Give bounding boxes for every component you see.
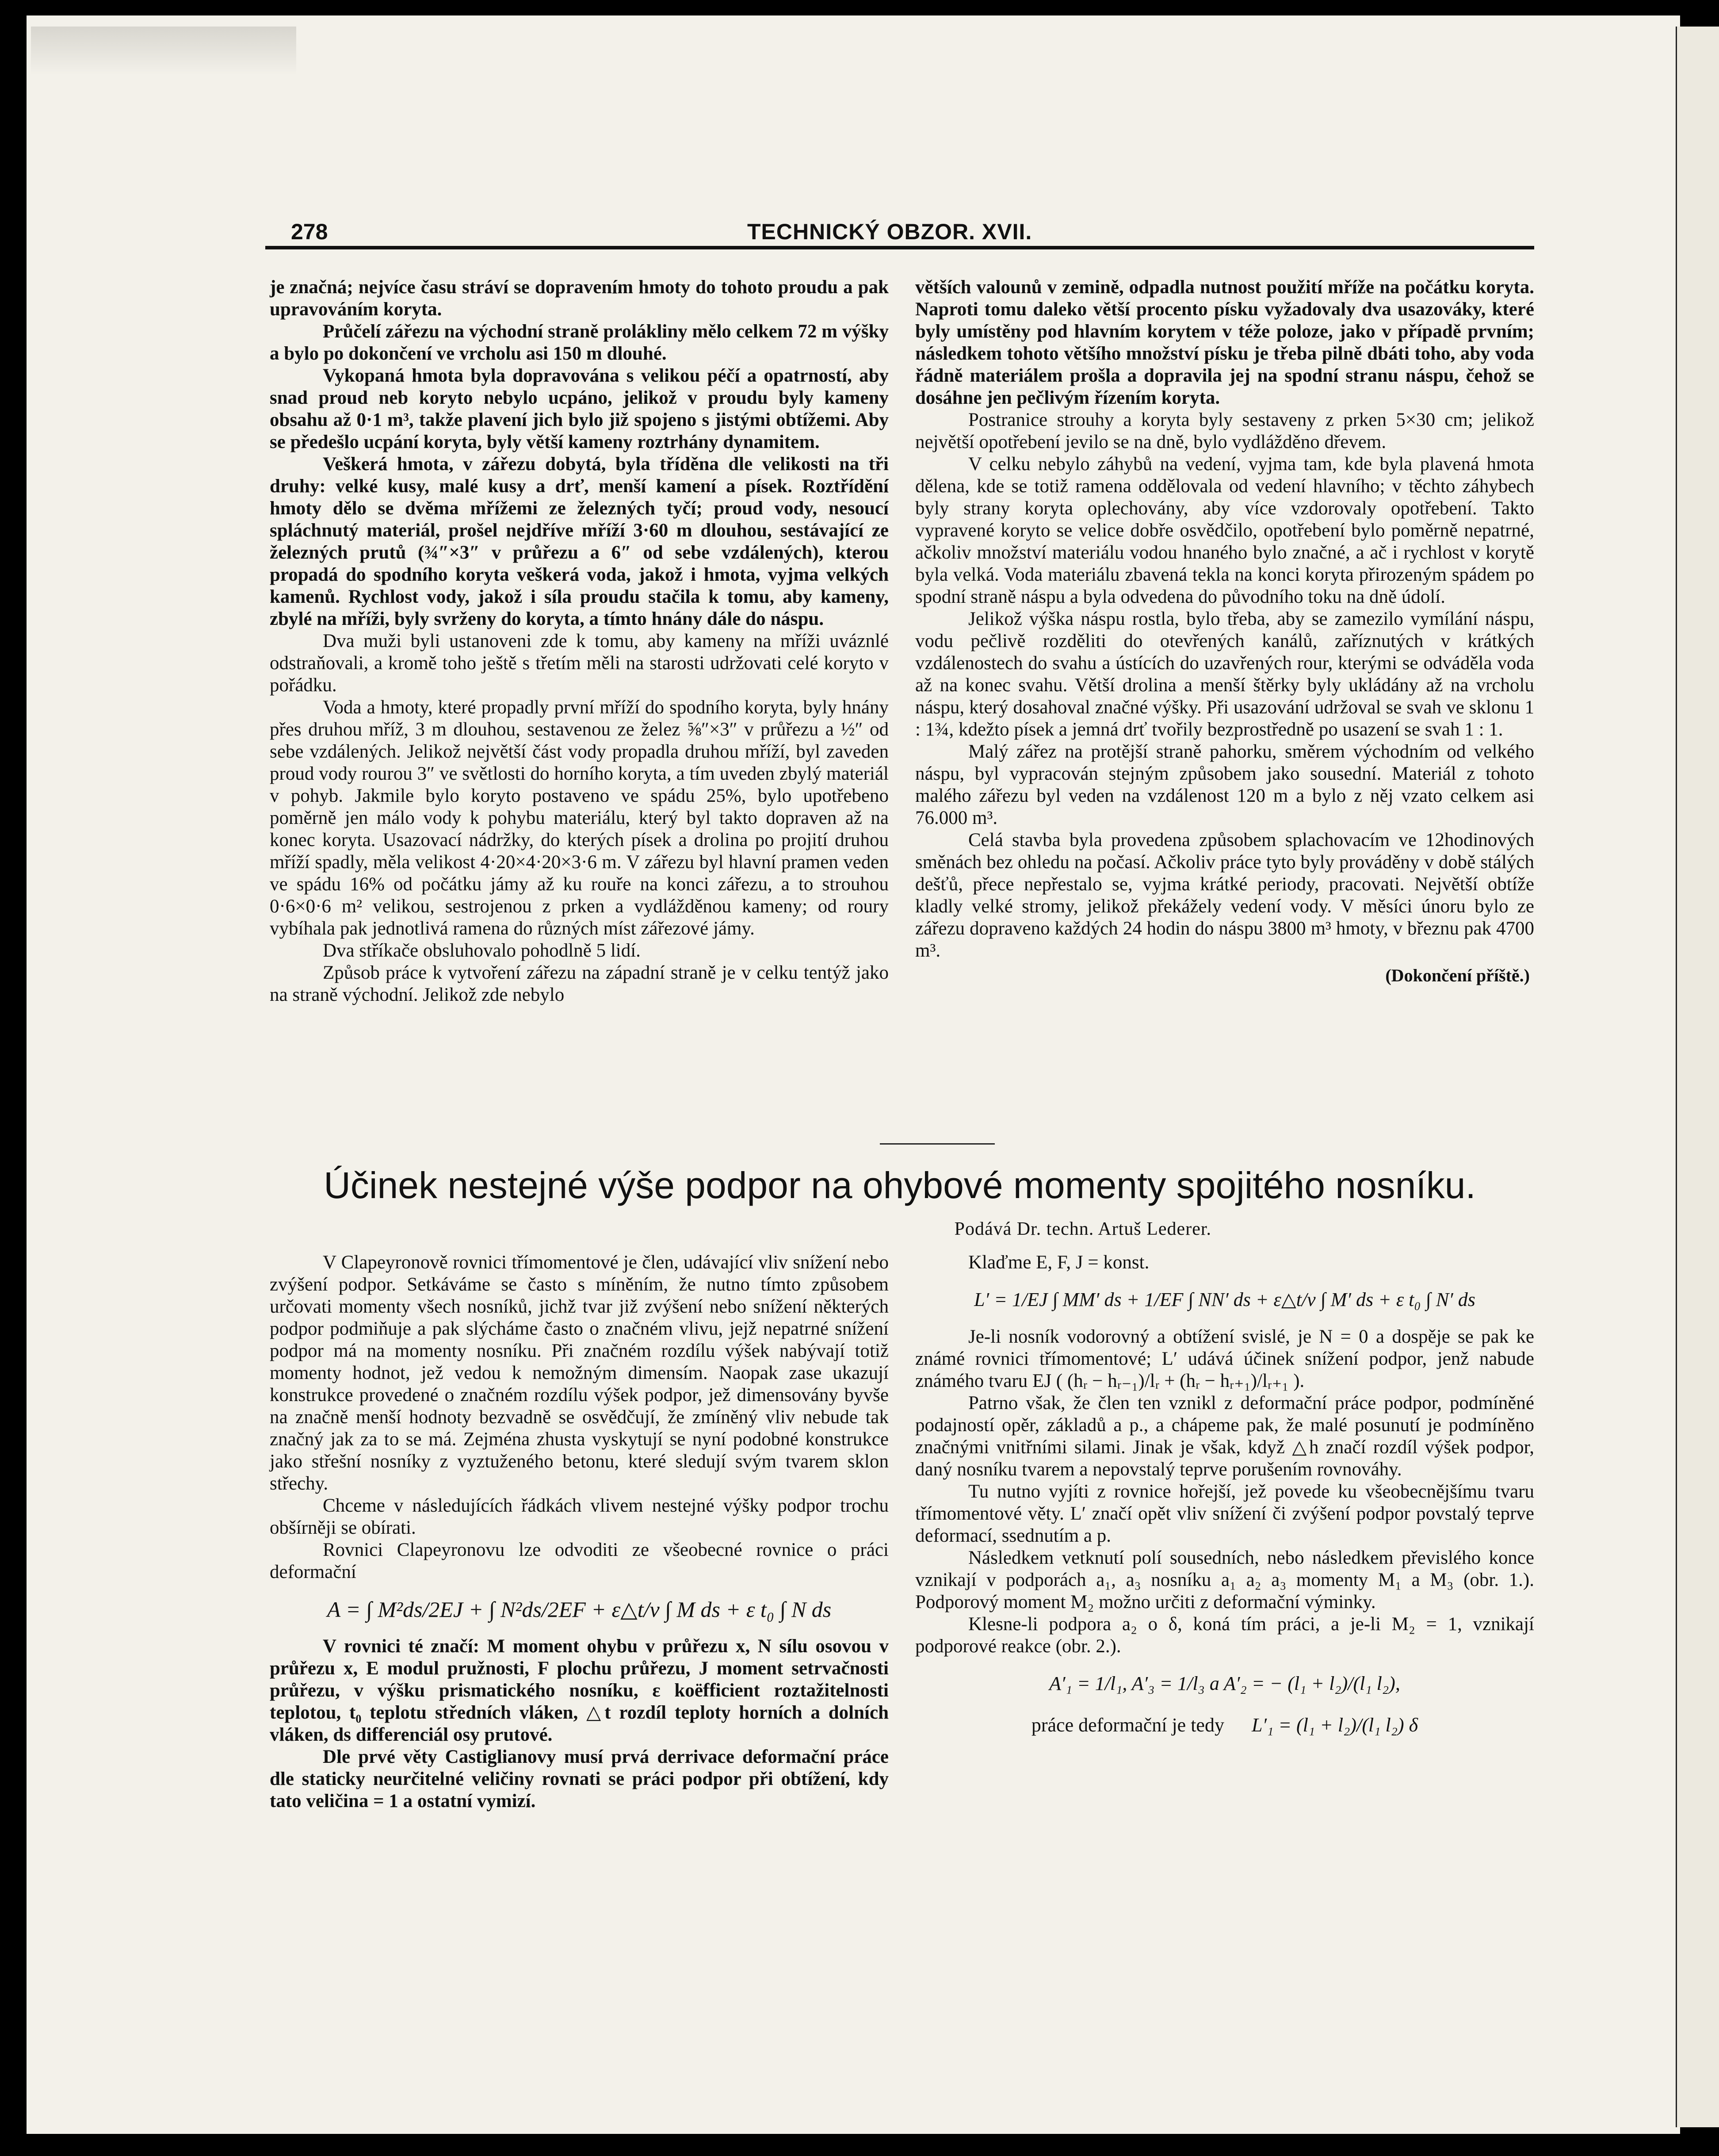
article-title: Účinek nestejné výše podpor na ohybové momenty spojitého nosníku.	[324, 1164, 1476, 1206]
scan-shadow	[31, 27, 296, 75]
formula-deformation-work: L′ = 1/EJ ∫ MM′ ds + 1/EF ∫ NN′ ds + ε△t/v ∫ M′ ds + ε t₀ ∫ N′ ds	[974, 1289, 1475, 1310]
running-header	[265, 219, 1534, 246]
article1-right-column	[915, 276, 1534, 987]
article2-right-column	[915, 1252, 1534, 1751]
formula-support-reactions: A′₁ = 1/l₁, A′₃ = 1/l₃ a A′₂ = − (l₁ + l₂)/(l₁ l₂),	[1049, 1673, 1400, 1694]
paragraph: Jelikož výška náspu rostla, bylo třeba, aby se zamezilo vymílání náspu, vodu pečlivě rozděliti do otevřených kanálů, zaříznutých v krátkých vzdálenostech do svahu a ústících do uzavřených rour, kterými se odváděla voda až na konec svahu. Větší drolina a menší štěrky byly ukládány až na vrcholu náspu, který dosahoval značné výšky. Při usazování udržoval se svah ve sklonu 1 : 1¾, kdežto písek a jemná drť tvořily bezprostředně po usazení se svah 1 : 1.	[915, 609, 1534, 740]
paragraph: Způsob práce k vytvoření zářezu na západní straně je v celku tentýž jako na straně východní. Jelikož zde nebylo	[270, 962, 889, 1005]
paragraph: Následkem vetknutí polí sousedních, nebo následkem převislého konce vznikají v podporách a₁, a₃ nosníku a₁ a₂ a₃ momenty M₁ a M₃ (obr. 1.). Podporový moment M₂ možno určiti z deformační výminky.	[915, 1547, 1534, 1612]
paragraph: Vykopaná hmota byla dopravována s velikou péčí a opatrností, aby snad proud neb koryto nebylo ucpáno, jelikož v proudu byly kameny obsahu až 0·1 m³, takže plavení jich bylo již spojeno s jistými obtížemi. Aby se předešlo ucpání koryta, byly větší kameny roztrhány dynamitem.	[270, 365, 889, 452]
paragraph: Je-li nosník vodorovný a obtížení svislé, je N = 0 a dospěje se pak ke známé rovnici třímomentové; L′ udává účinek snížení podpor, jenž nabude známého tvaru EJ ( (hᵣ − hᵣ₋₁)/lᵣ + (hᵣ − hᵣ₊₁)/lᵣ₊₁ ).	[915, 1326, 1534, 1391]
paragraph: Dva muži byli ustanoveni zde k tomu, aby kameny na mříži uváznlé odstraňovali, a kromě toho ještě s třetím měli na starosti udržovati celé koryto v pořádku.	[270, 631, 889, 696]
paragraph: Patrno však, že člen ten vznikl z deformační práce podpor, podmíněné podajností opěr, základů a p., a chápeme pak, že malé posunutí je podmíněno značnými vnitřními silami. Jinak je však, když △h značí rozdíl výšek podpor, daný nosníku tvarem a nepovstalý teprve porušením rovnováhy.	[915, 1393, 1534, 1480]
journal-title: TECHNICKÝ OBZOR. XVII.	[747, 219, 1032, 244]
paragraph: Klesne-li podpora a₂ o δ, koná tím práci, a je-li M₂ = 1, vznikají podporové reakce (obr. 2.).	[915, 1614, 1534, 1657]
next-page-edge	[1676, 27, 1719, 2127]
paragraph: Klaďme E, F, J = konst.	[968, 1252, 1150, 1273]
paragraph: Veškerá hmota, v zářezu dobytá, byla tříděna dle velikosti na tři druhy: velké kusy, malé kusy a drť, menší kamení a písek. Roztřídění hmoty dělo se dvěma mřížemi ze železných tyčí; proud vody, nesoucí spláchnutý materiál, prošel nejdříve mříží 3·60 m dlouhou, sestávající ze železných prutů (¾″×3″ v průřezu a 6″ od sebe vzdálených), kterou propadá do spodního koryta veškerá voda, jakož i hmota, vyjma velkých kamenů. Rychlost vody, jakož i síla proudu stačila k tomu, aby kameny, zbylé na mříži, byly svrženy do koryta, a tímto hnány dále do náspu.	[270, 454, 889, 629]
formula-work-equation: A = ∫ M²ds/2EJ + ∫ N²ds/2EF + ε△t/v ∫ M ds + ε t₀ ∫ N ds	[327, 1597, 832, 1622]
paragraph: Chceme v následujících řádkách vlivem nestejné výšky podpor trochu obšírněji se obírati.	[270, 1495, 889, 1538]
paragraph: V rovnici té značí: M moment ohybu v průřezu x, N sílu osovou v průřezu x, E modul pružnosti, F plochu průřezu, J moment setrvačnosti průřezu, v výšku prismatického nosníku, ε koëfficient roztažitelnosti teplotou, t₀ teplotu středních vláken, △t rozdíl teploty horních a dolních vláken, ds differenciál osy prutové.	[270, 1636, 889, 1745]
paragraph: je značná; nejvíce času stráví se dopravením hmoty do tohoto proudu a pak upravováním koryta.	[270, 277, 889, 320]
paragraph: Postranice strouhy a koryta byly sestaveny z prken 5×30 cm; jelikož největší opotřebení jevilo se na dně, bylo vydlážděno dřevem.	[915, 410, 1534, 452]
paragraph: V celku nebylo záhybů na vedení, vyjma tam, kde byla plavená hmota dělena, kde se totiž ramena oddělovala od vedení hlavního; v těchto záhybech byly strany koryta oplechovány, aby více vzdorovaly opotřebení. Takto vypravené koryto se velice dobře osvědčilo, opotřebení bylo poměrně nepatrné, ačkoliv množství materiálu vodou hnaného bylo značné, a ač i rychlost v korytě byla velká. Voda materiálu zbavená tekla na konci koryta přirozeným spádem po spodní straně náspu a byla odvedena do původního toku na dně údolí.	[915, 454, 1534, 607]
paragraph: Celá stavba byla provedena způsobem splachovacím ve 12hodinových směnách bez ohledu na počasí. Ačkoliv práce tyto byly prováděny v době stálých dešťů, přece nepřestalo se, vyjma krátké periody, pracovati. Největší obtíže kladly velké stromy, jelikož překážely vedení vody. V měsíci únoru bylo ze zářezu dopraveno každých 24 hodin do náspu 3800 m³ hmoty, v březnu pak 4700 m³.	[915, 830, 1534, 961]
paragraph: Tu nutno vyjíti z rovnice hořejší, jež povede ku všeobecnějšímu tvaru třímomentové věty. L′ značí opět vliv snížení či zvýšení podpor povstalý teprve deformací, ssednutím a p.	[915, 1481, 1534, 1546]
article2-left-column	[270, 1252, 889, 1812]
article1-left-column	[270, 276, 889, 1006]
header-rule	[265, 246, 1534, 249]
paragraph: V Clapeyronově rovnici třímomentové je člen, udávající vliv snížení nebo zvýšení podpor. Setkáváme se často s míněním, že nutno tímto způsobem určovati momenty všech nosníků, jichž tvar již zvýšení nebo snížení některých podpor podmiňuje a pak slýcháme často o značném vlivu, jejž nepatrné snížení podpor má na momenty nosníku. Při značném rozdílu výšek nabývají totiž momenty hodnot, jež vedou k nemožným dimensím. Naopak zase ukazují konstrukce provedené o značném rozdílu výšek podpor, jež dimensovány byvše na značně menší hodnoty bezvadně se osvědčují, že zmíněný vliv nebude tak značný jak za to se má. Zejména zhusta vyskytují se nyní podobné konstrukce jako střešní nosníky z vyztuženého betonu, které sledují svým tvarem sklon střechy.	[270, 1252, 889, 1494]
paragraph: Dle prvé věty Castiglianovy musí prvá derrivace deformační práce dle staticky neurčitelné veličiny rovnati se práci podpor při obtížení, kdy tato veličina = 1 a ostatní vymizí.	[270, 1746, 889, 1811]
paragraph: Dva stříkače obsluhovalo pohodlně 5 lidí.	[323, 940, 641, 961]
paragraph: Malý zářez na protější straně pahorku, směrem východním od velkého náspu, byl vypracován stejným způsobem jako sousední. Materiál z tohoto malého zářezu byl veden na vzdálenost 120 m a bylo z něj vzato celkem asi 76.000 m³.	[915, 741, 1534, 828]
section-separator	[880, 1143, 995, 1145]
paragraph: větších valounů v zemině, odpadla nutnost použití mříže na počátku koryta. Naproti tomu daleko větší procento písku vyžadovaly dva usazováky, které byly umístěny pod hlavním korytem v téže poloze, jako v případě prvním; následkem tohoto většího množství písku je třeba pilně dbáti toho, aby voda řádně materiálem prošla a dopravila jej na spodní stranu náspu, čehož se dosáhne jen pečlivým řízením koryta.	[915, 277, 1534, 408]
page-number: 278	[291, 219, 328, 244]
paragraph: Voda a hmoty, které propadly první mříží do spodního koryta, byly hnány přes druhou mříž, 3 m dlouhou, sestavenou ze želez ⅝″×3″ v průřezu a ½″ od sebe vzdálených. Jelikož největší část vody propadla druhou mříží, byl zaveden proud vody rourou 3″ ve světlosti do horního koryta, a tím uveden zbylý materiál v pohyb. Jakmile bylo koryto postaveno ve spádu 25%, bylo upotřebeno poměrně jen málo vody k pohybu materiálu, který byl takto dopraven až na konec koryta. Usazovací nádržky, do kterých písek a drolina po projití druhou mříží spadly, měla velikost 4·20×4·20×3·6 m. V zářezu byl hlavní pramen veden ve spádu 16% od počátku jámy až ku rouře na konci zářezu, a to strouhou 0·6×0·6 m² velikou, sestrojenou z prken a vydlážděnou kameny; od roury vybíhala pak jednotlivá ramena do různých míst zářezové jámy.	[270, 697, 889, 939]
continuation-note: (Dokončení příště.)	[1385, 965, 1530, 985]
paragraph: Rovnici Clapeyronovu lze odvoditi ze všeobecné rovnice o práci deformační	[270, 1539, 889, 1582]
formula-expression: L′₁ = (l₁ + l₂)/(l₁ l₂) δ	[1251, 1714, 1418, 1736]
formula-work-result	[915, 1710, 1534, 1741]
paragraph: Průčelí zářezu na východní straně prolákliny mělo celkem 72 m výšky a bylo po dokončení ve vrcholu asi 150 m dlouhé.	[270, 321, 889, 364]
formula-label: práce deformační je tedy	[1031, 1714, 1224, 1736]
article-author: Podává Dr. techn. Artuš Lederer.	[954, 1219, 1211, 1239]
